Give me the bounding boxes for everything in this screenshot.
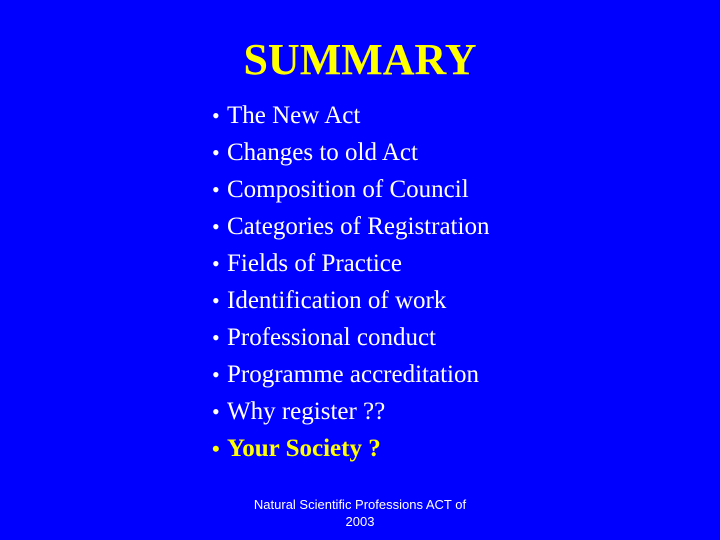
bullet-icon: • (212, 103, 220, 128)
bullet-text: Changes to old Act (227, 139, 418, 166)
footer-line: 2003 (345, 514, 375, 529)
bullet-text: Why register ?? (227, 398, 386, 425)
bullet-text: Identification of work (227, 287, 447, 314)
bullet-icon: • (212, 325, 220, 350)
bullet-icon: • (212, 362, 220, 387)
bullet-icon: • (212, 288, 220, 313)
bullet-text: Your Society ? (227, 435, 381, 462)
bullet-icon: • (212, 177, 220, 202)
bullet-icon: • (212, 399, 220, 424)
bullet-icon: • (212, 251, 220, 276)
bullet-text: Professional conduct (227, 324, 436, 351)
bullet-text: Programme accreditation (227, 361, 479, 388)
bullet-text: Categories of Registration (227, 213, 490, 240)
slide-footer (230, 496, 490, 530)
bullet-text: Fields of Practice (227, 250, 402, 277)
bullet-icon: • (212, 140, 220, 165)
footer-line: Natural Scientific Professions ACT of (253, 497, 467, 512)
bullet-icon: • (212, 436, 220, 461)
slide-title: SUMMARY (243, 35, 477, 84)
bullet-text: The New Act (227, 102, 361, 129)
bullet-text: Composition of Council (227, 176, 469, 203)
bullet-icon: • (212, 214, 220, 239)
